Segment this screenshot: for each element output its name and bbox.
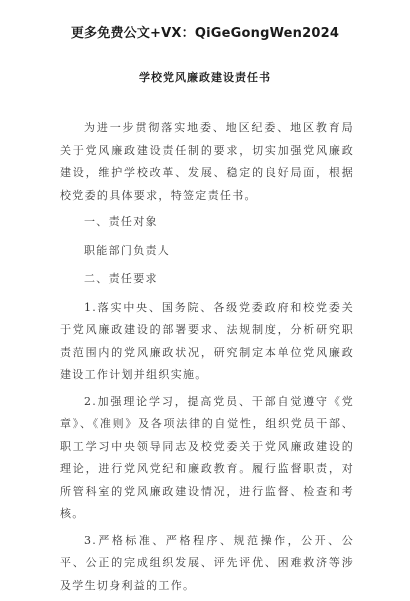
- document-body: [60, 117, 354, 601]
- document-title: 学校党风廉政建设责任书: [139, 71, 271, 84]
- responsible-party-text: 职能部门负责人: [84, 243, 171, 257]
- requirement-item-2: 2.加强理论学习，提高党员、干部自觉遵守《党章》、《准则》及各项法律的自觉性，组织党员干部、职工学习中央领导同志及校党委关于党风廉政建设的理论，进行党风党纪和廉政教育。履行监督职责，对所管科室的党风廉政建设情况，进行监督、检查和考核。: [60, 394, 354, 520]
- requirement-item-1: 1.落实中央、国务院、各级党委政府和校党委关于党风廉政建设的部署要求、法规制度，分析研究职责范围内的党风廉政状况，研究制定本单位党风廉政建设工作计划并组织实施。: [60, 300, 354, 381]
- requirement-item-3: 3.严格标准、严格程序、规范操作，公开、公平、公正的完成组织发展、评先评优、困难救济等涉及学生切身利益的工作。: [60, 533, 354, 592]
- section-heading-requirements: 二、责任要求: [84, 272, 158, 285]
- section-heading-responsible-party: 一、责任对象: [84, 215, 158, 228]
- intro-paragraph: 为进一步贯彻落实地委、地区纪委、地区教育局关于党风廉政建设责任制的要求，切实加强党风廉政建设，维护学校改革、发展、稳定的良好局面，根据校党委的具体要求，特签定责任书。: [60, 121, 354, 202]
- watermark-header: 更多免费公文+VX：QiGeGongWen2024: [70, 26, 340, 41]
